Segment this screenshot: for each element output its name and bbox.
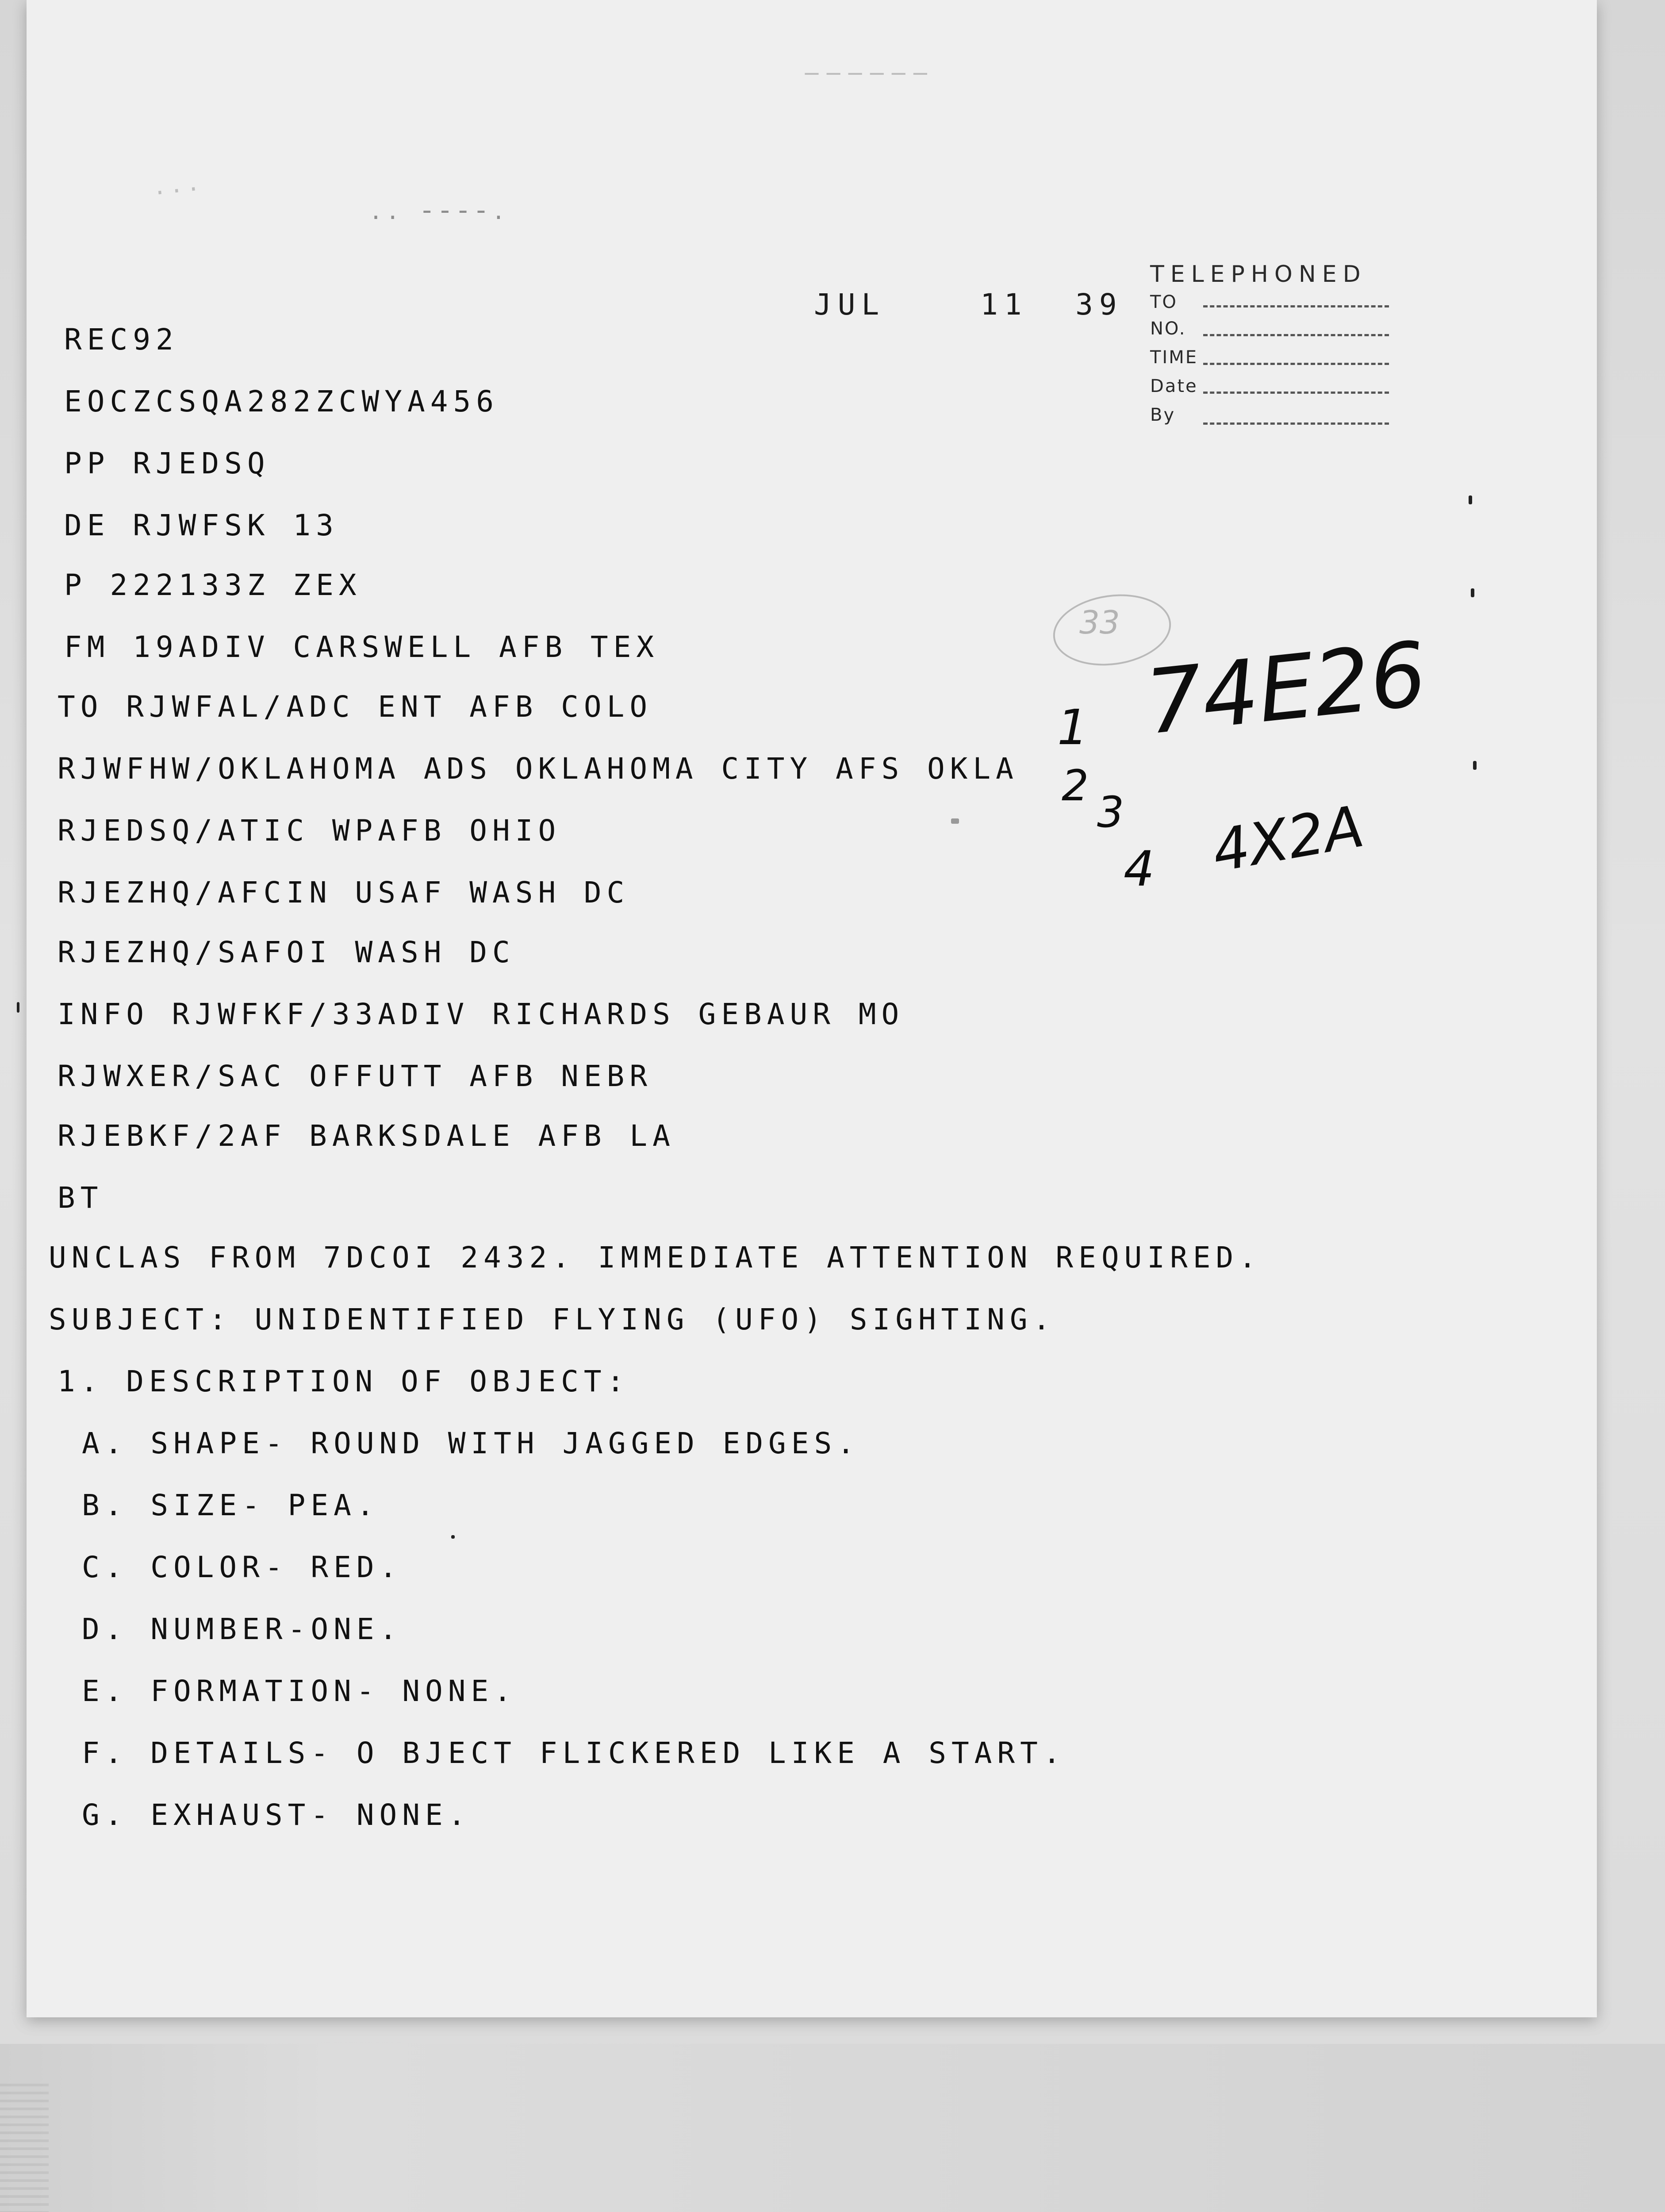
header-line: RJWFHW/OKLAHOMA ADS OKLAHOMA CITY AFS OKLA bbox=[58, 752, 1019, 786]
header-line: RJWXER/SAC OFFUTT AFB NEBR bbox=[58, 1059, 653, 1093]
header-line: PP RJEDSQ bbox=[64, 446, 270, 480]
stamp-row-by: By bbox=[1150, 405, 1176, 425]
description-item: G. EXHAUST- NONE. bbox=[82, 1798, 471, 1832]
description-item: B. SIZE- PEA. bbox=[82, 1488, 380, 1522]
header-line: REC92 bbox=[64, 323, 179, 357]
header-line: FM 19ADIV CARSWELL AFB TEX bbox=[64, 630, 660, 664]
handwritten-number: 4 bbox=[1124, 841, 1155, 897]
unclas-line: UNCLAS FROM 7DCOI 2432. IMMEDIATE ATTENTION REQUIRED. bbox=[49, 1240, 1262, 1275]
description-item: D. NUMBER-ONE. bbox=[82, 1612, 403, 1646]
description-item: A. SHAPE- ROUND WITH JAGGED EDGES. bbox=[82, 1426, 860, 1460]
stamp-field-line bbox=[1203, 422, 1389, 425]
scan-speck bbox=[1473, 761, 1477, 770]
header-line: EOCZCSQA282ZCWYA456 bbox=[64, 384, 499, 419]
handwritten-number: 1 bbox=[1057, 699, 1088, 756]
received-time-stamp: JUL 11 39 bbox=[814, 288, 1123, 322]
header-line: RJEDSQ/ATIC WPAFB OHIO bbox=[58, 814, 561, 848]
handwritten-code-bottom: 4X2A bbox=[1207, 792, 1369, 885]
header-line: BT bbox=[58, 1181, 104, 1215]
bleed-through-marks: . . - - - - . bbox=[372, 195, 503, 226]
stamp-field-line bbox=[1203, 305, 1389, 307]
scan-speck bbox=[451, 1535, 455, 1539]
header-line: RJEZHQ/SAFOI WASH DC bbox=[58, 935, 515, 969]
stamp-title: TELEPHONED bbox=[1150, 261, 1367, 288]
scan-background-strip bbox=[0, 2044, 1665, 2212]
bleed-through-marks: . . . bbox=[153, 166, 199, 201]
description-item: F. DETAILS- O BJECT FLICKERED LIKE A START. bbox=[82, 1736, 1066, 1770]
description-item: C. COLOR- RED. bbox=[82, 1550, 403, 1584]
handwritten-code-top: 74E26 bbox=[1141, 622, 1431, 755]
stamp-row-date: Date bbox=[1150, 376, 1198, 396]
stamp-row-no: NO. bbox=[1150, 319, 1186, 339]
header-line: INFO RJWFKF/33ADIV RICHARDS GEBAUR MO bbox=[58, 997, 905, 1031]
scan-speck bbox=[951, 818, 959, 824]
header-line: RJEBKF/2AF BARKSDALE AFB LA bbox=[58, 1119, 675, 1153]
header-line: DE RJWFSK 13 bbox=[64, 508, 339, 542]
stamp-field-line bbox=[1203, 392, 1389, 394]
scan-speck bbox=[1469, 495, 1472, 504]
circled-number: 33 bbox=[1079, 604, 1120, 641]
header-line: P 222133Z ZEX bbox=[64, 568, 362, 602]
stamp-row-time: TIME bbox=[1150, 347, 1198, 368]
stamp-row-to: TO bbox=[1150, 292, 1178, 312]
subject-line: SUBJECT: UNIDENTIFIED FLYING (UFO) SIGHTING. bbox=[49, 1302, 1056, 1336]
handwritten-number: 3 bbox=[1097, 787, 1124, 837]
scan-edge-artifact bbox=[0, 2079, 49, 2212]
section-title: 1. DESCRIPTION OF OBJECT: bbox=[58, 1364, 630, 1398]
bleed-through-marks: _ _ _ _ _ _ bbox=[805, 44, 927, 75]
stamp-field-line bbox=[1203, 334, 1389, 336]
description-item: E. FORMATION- NONE. bbox=[82, 1674, 517, 1708]
scan-speck bbox=[17, 1002, 19, 1013]
telephoned-stamp bbox=[1150, 261, 1398, 447]
header-line: TO RJWFAL/ADC ENT AFB COLO bbox=[58, 690, 653, 724]
handwritten-number: 2 bbox=[1062, 761, 1089, 810]
header-line: RJEZHQ/AFCIN USAF WASH DC bbox=[58, 876, 630, 910]
scan-speck bbox=[1471, 588, 1474, 597]
stamp-field-line bbox=[1203, 363, 1389, 365]
